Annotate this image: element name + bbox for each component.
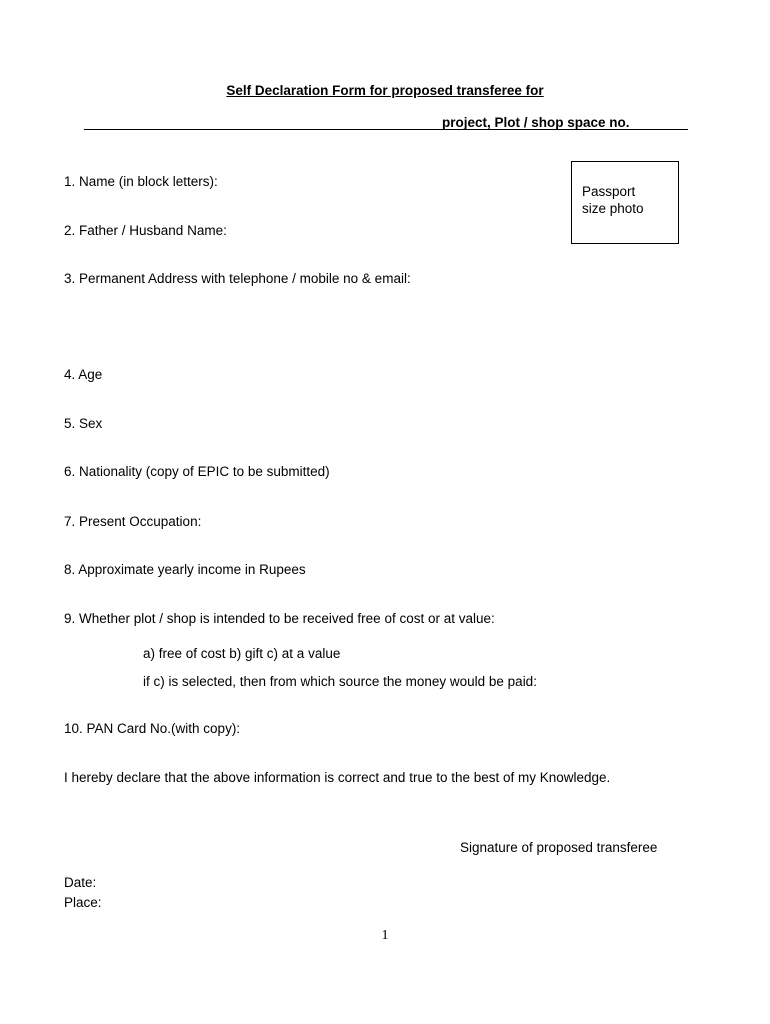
field-present-occupation: 7. Present Occupation: xyxy=(64,514,202,529)
date-label: Date: xyxy=(64,875,97,890)
field-permanent-address: 3. Permanent Address with telephone / mobile no & email: xyxy=(64,271,411,286)
form-subtitle: project, Plot / shop space no. xyxy=(442,115,630,130)
declaration-text: I hereby declare that the above information is correct and true to the best of my Knowledge. xyxy=(64,770,611,785)
signature-label: Signature of proposed transferee xyxy=(460,840,658,855)
field-plot-intended: 9. Whether plot / shop is intended to be received free of cost or at value: xyxy=(64,611,495,626)
field-father-husband-name: 2. Father / Husband Name: xyxy=(64,223,227,238)
field-pan-card: 10. PAN Card No.(with copy): xyxy=(64,721,241,736)
field-name: 1. Name (in block letters): xyxy=(64,174,218,189)
place-label: Place: xyxy=(64,895,102,910)
form-title: Self Declaration Form for proposed transferee for xyxy=(226,83,544,98)
item9-options: a) free of cost b) gift c) at a value xyxy=(143,646,341,661)
field-sex: 5. Sex xyxy=(64,416,103,431)
page-number: 1 xyxy=(381,928,389,943)
photo-box-line2: size photo xyxy=(582,201,644,216)
passport-photo-box xyxy=(571,161,679,244)
field-yearly-income: 8. Approximate yearly income in Rupees xyxy=(64,562,306,577)
field-age: 4. Age xyxy=(64,367,103,382)
photo-box-label xyxy=(582,183,677,217)
item9-followup: if c) is selected, then from which source the money would be paid: xyxy=(143,674,537,689)
field-nationality: 6. Nationality (copy of EPIC to be submitted) xyxy=(64,464,330,479)
photo-box-line1: Passport xyxy=(582,184,636,199)
